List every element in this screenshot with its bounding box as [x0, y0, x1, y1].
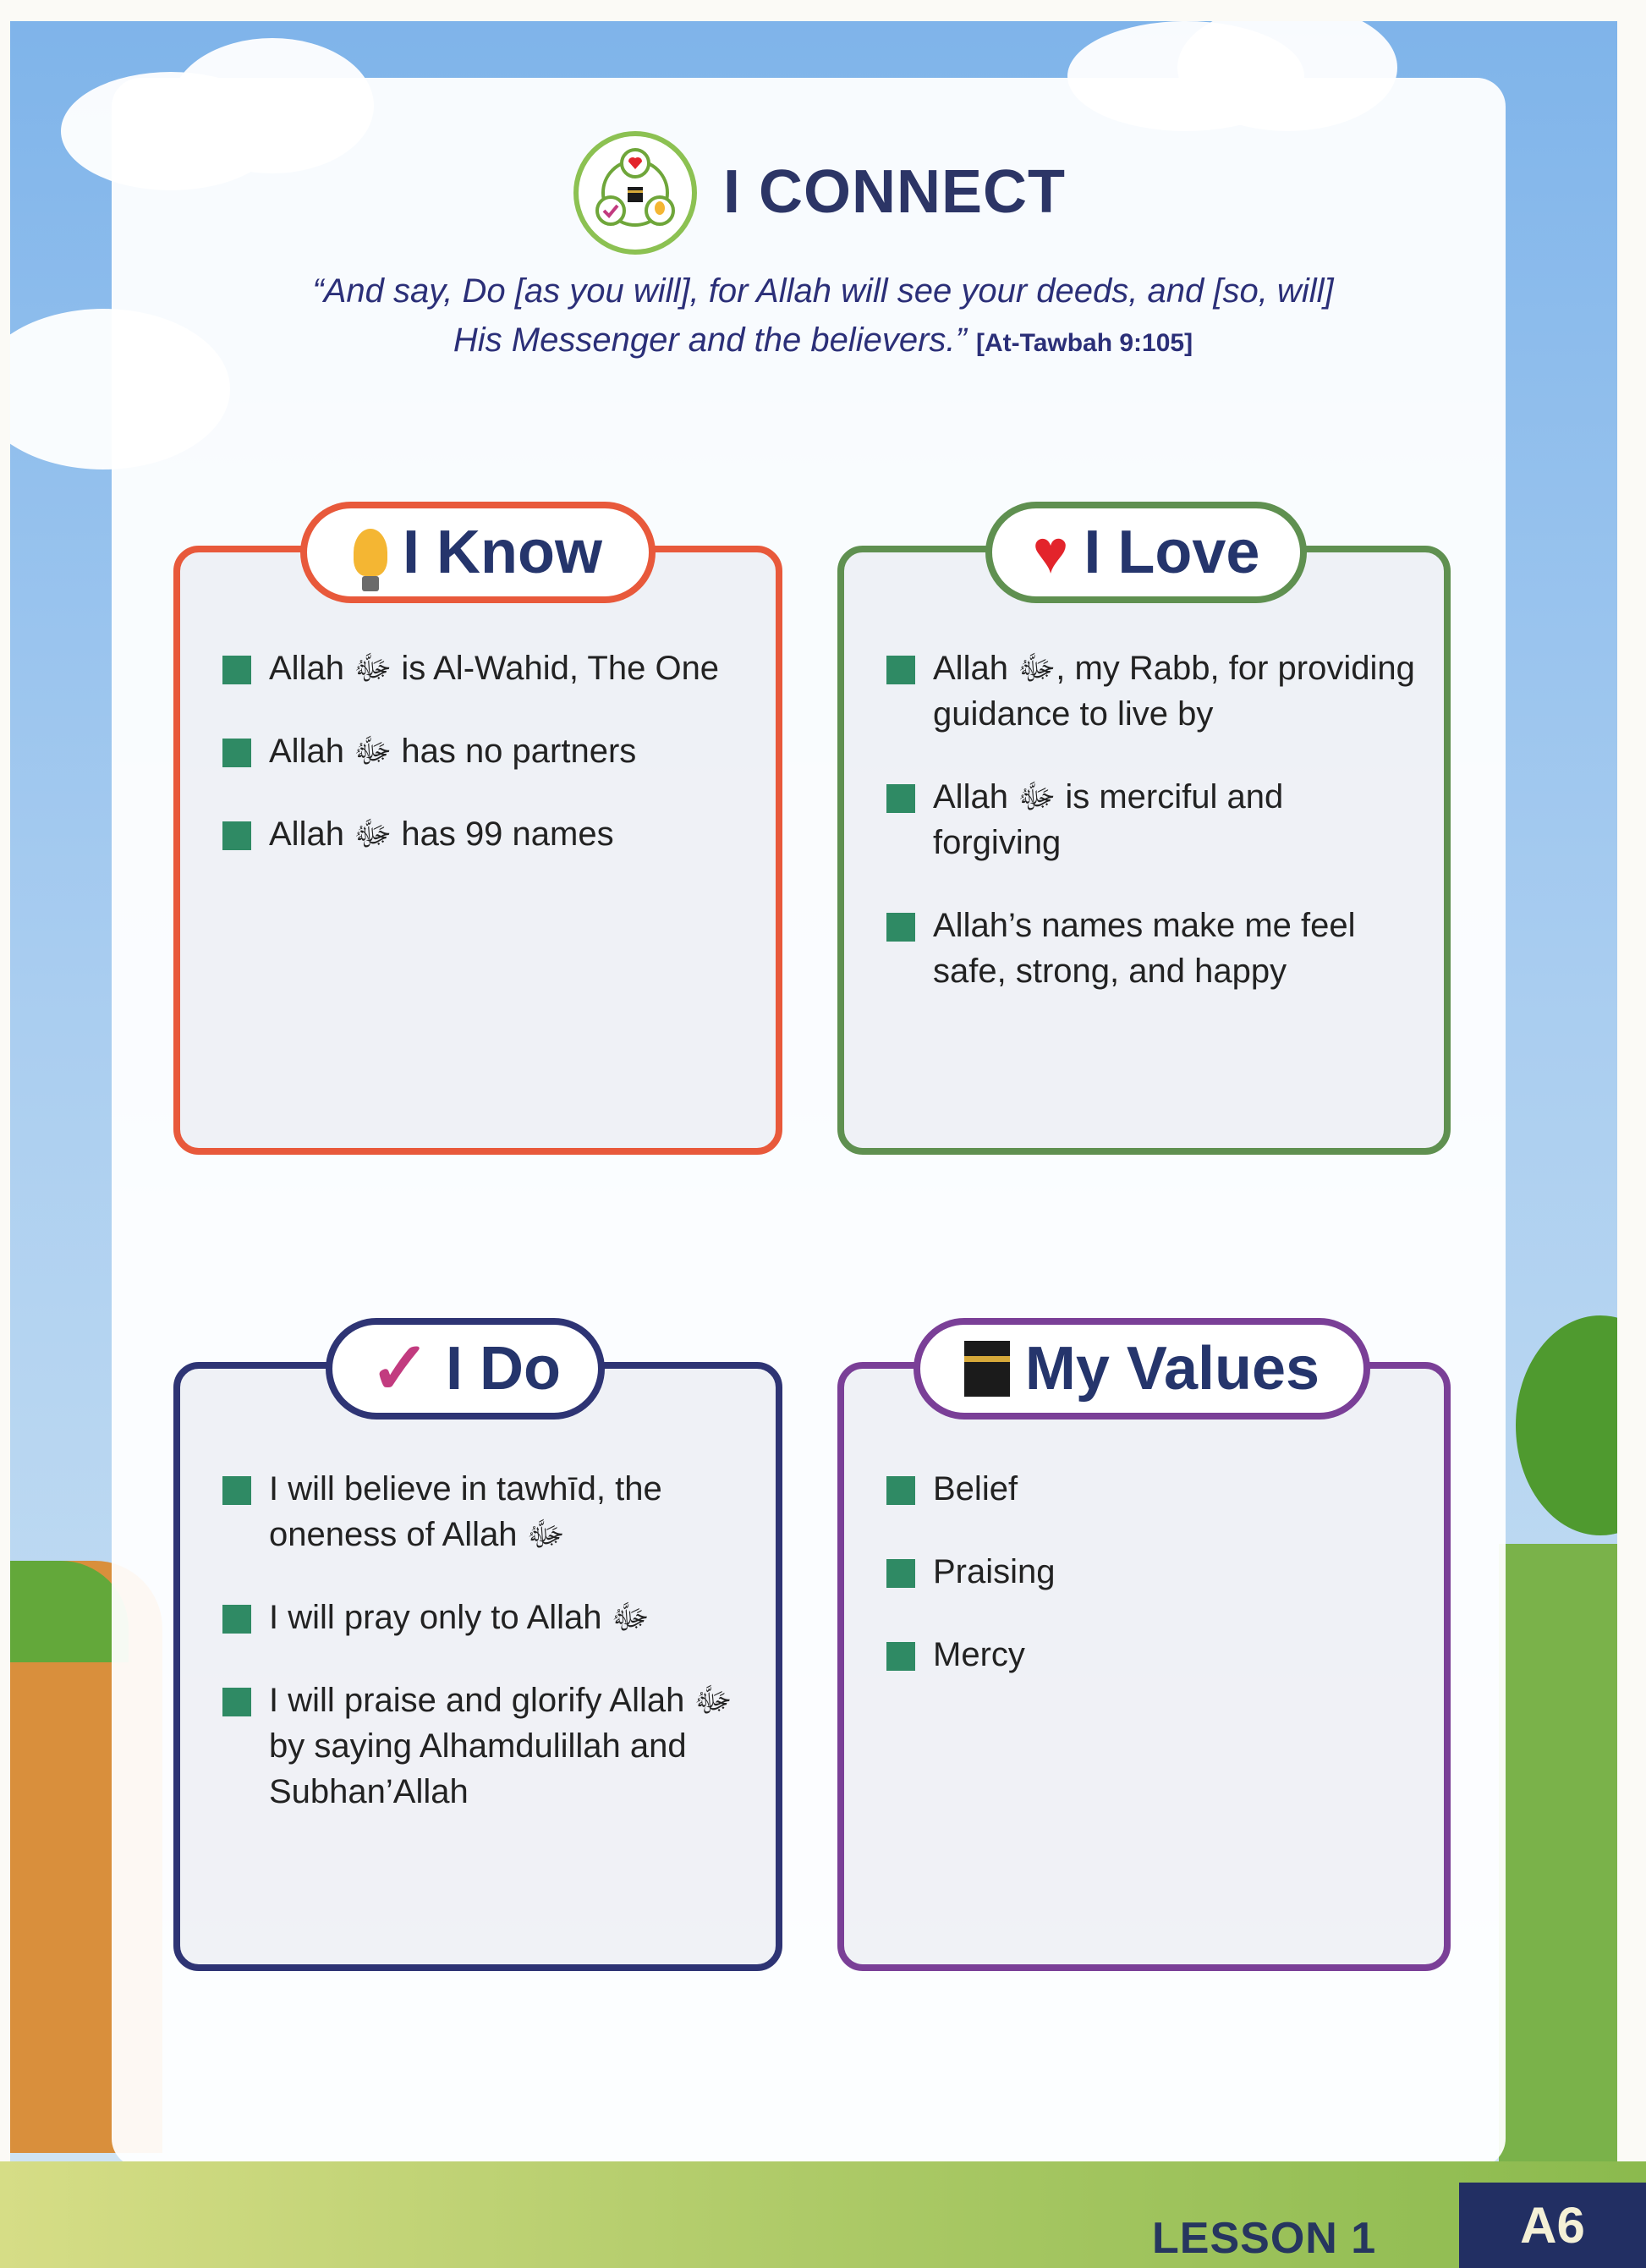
bullet-square [222, 1605, 251, 1634]
list-item: I will praise and glorify Allah ﷻ by saying Alhamdulillah and Subhan’Allah [222, 1678, 750, 1815]
i-love-list [886, 645, 1418, 1031]
heart-icon: ♥ [1032, 519, 1069, 586]
kaaba-icon [964, 1341, 1010, 1397]
bullet-square [886, 1642, 915, 1671]
i-love-title: I Love [1084, 519, 1260, 586]
bullet-square [886, 913, 915, 942]
i-know-title: I Know [403, 519, 602, 586]
quote-reference: [At-Tawbah 9:105] [975, 329, 1193, 357]
list-item: I will believe in tawhīd, the oneness of Allah ﷻ [222, 1466, 750, 1557]
list-item: Allah ﷻ has 99 names [222, 811, 750, 857]
my-values-list [886, 1466, 1418, 1715]
list-item: Praising [886, 1549, 1418, 1595]
i-do-title: I Do [446, 1335, 562, 1403]
list-item: Allah ﷻ has no partners [222, 728, 750, 774]
i-love-box [837, 546, 1451, 1155]
quote-line-1: “And say, Do [as you will], for Allah will see your deeds, and [so, will] [312, 272, 1334, 310]
footer-bar [0, 2161, 1646, 2268]
quote-line-2 [211, 316, 1435, 368]
i-know-list [222, 645, 750, 894]
list-item: Allah’s names make me feel safe, strong, and happy [886, 903, 1418, 994]
bullet-square [222, 1476, 251, 1505]
i-do-box [173, 1362, 782, 1971]
bullet-square [222, 656, 251, 684]
quote-line-2-text: His Messenger and the believers.” [453, 321, 967, 359]
bullet-square [886, 656, 915, 684]
i-know-box [173, 546, 782, 1155]
bullet-square [222, 739, 251, 767]
tree [1516, 1315, 1617, 1535]
my-values-box [837, 1362, 1451, 1971]
page-number: A6 [1459, 2183, 1646, 2268]
i-do-heading [326, 1318, 605, 1420]
i-do-list [222, 1466, 750, 1852]
lesson-label: LESSON 1 [1152, 2214, 1377, 2263]
i-know-heading [300, 502, 656, 603]
bullet-square [222, 821, 251, 850]
bullet-square [222, 1688, 251, 1716]
lightbulb-icon [354, 529, 387, 576]
list-item: Allah ﷻ is merciful and forgiving [886, 774, 1418, 865]
connect-logo-icon [573, 131, 697, 255]
list-item: Mercy [886, 1632, 1418, 1678]
i-love-heading [985, 502, 1307, 603]
list-item: I will pray only to Allah ﷻ [222, 1595, 750, 1640]
list-item: Allah ﷻ is Al-Wahid, The One [222, 645, 750, 691]
list-item: Allah ﷻ, my Rabb, for providing guidance to live by [886, 645, 1418, 737]
check-icon: ✓ [369, 1328, 431, 1409]
page-title: I CONNECT [723, 158, 1066, 226]
quran-quote [211, 266, 1435, 368]
grass-hill [1499, 1544, 1617, 2161]
bullet-square [886, 1476, 915, 1505]
my-values-title: My Values [1024, 1335, 1320, 1403]
list-item: Belief [886, 1466, 1418, 1512]
bullet-square [886, 784, 915, 813]
bullet-square [886, 1559, 915, 1588]
my-values-heading [914, 1318, 1370, 1420]
